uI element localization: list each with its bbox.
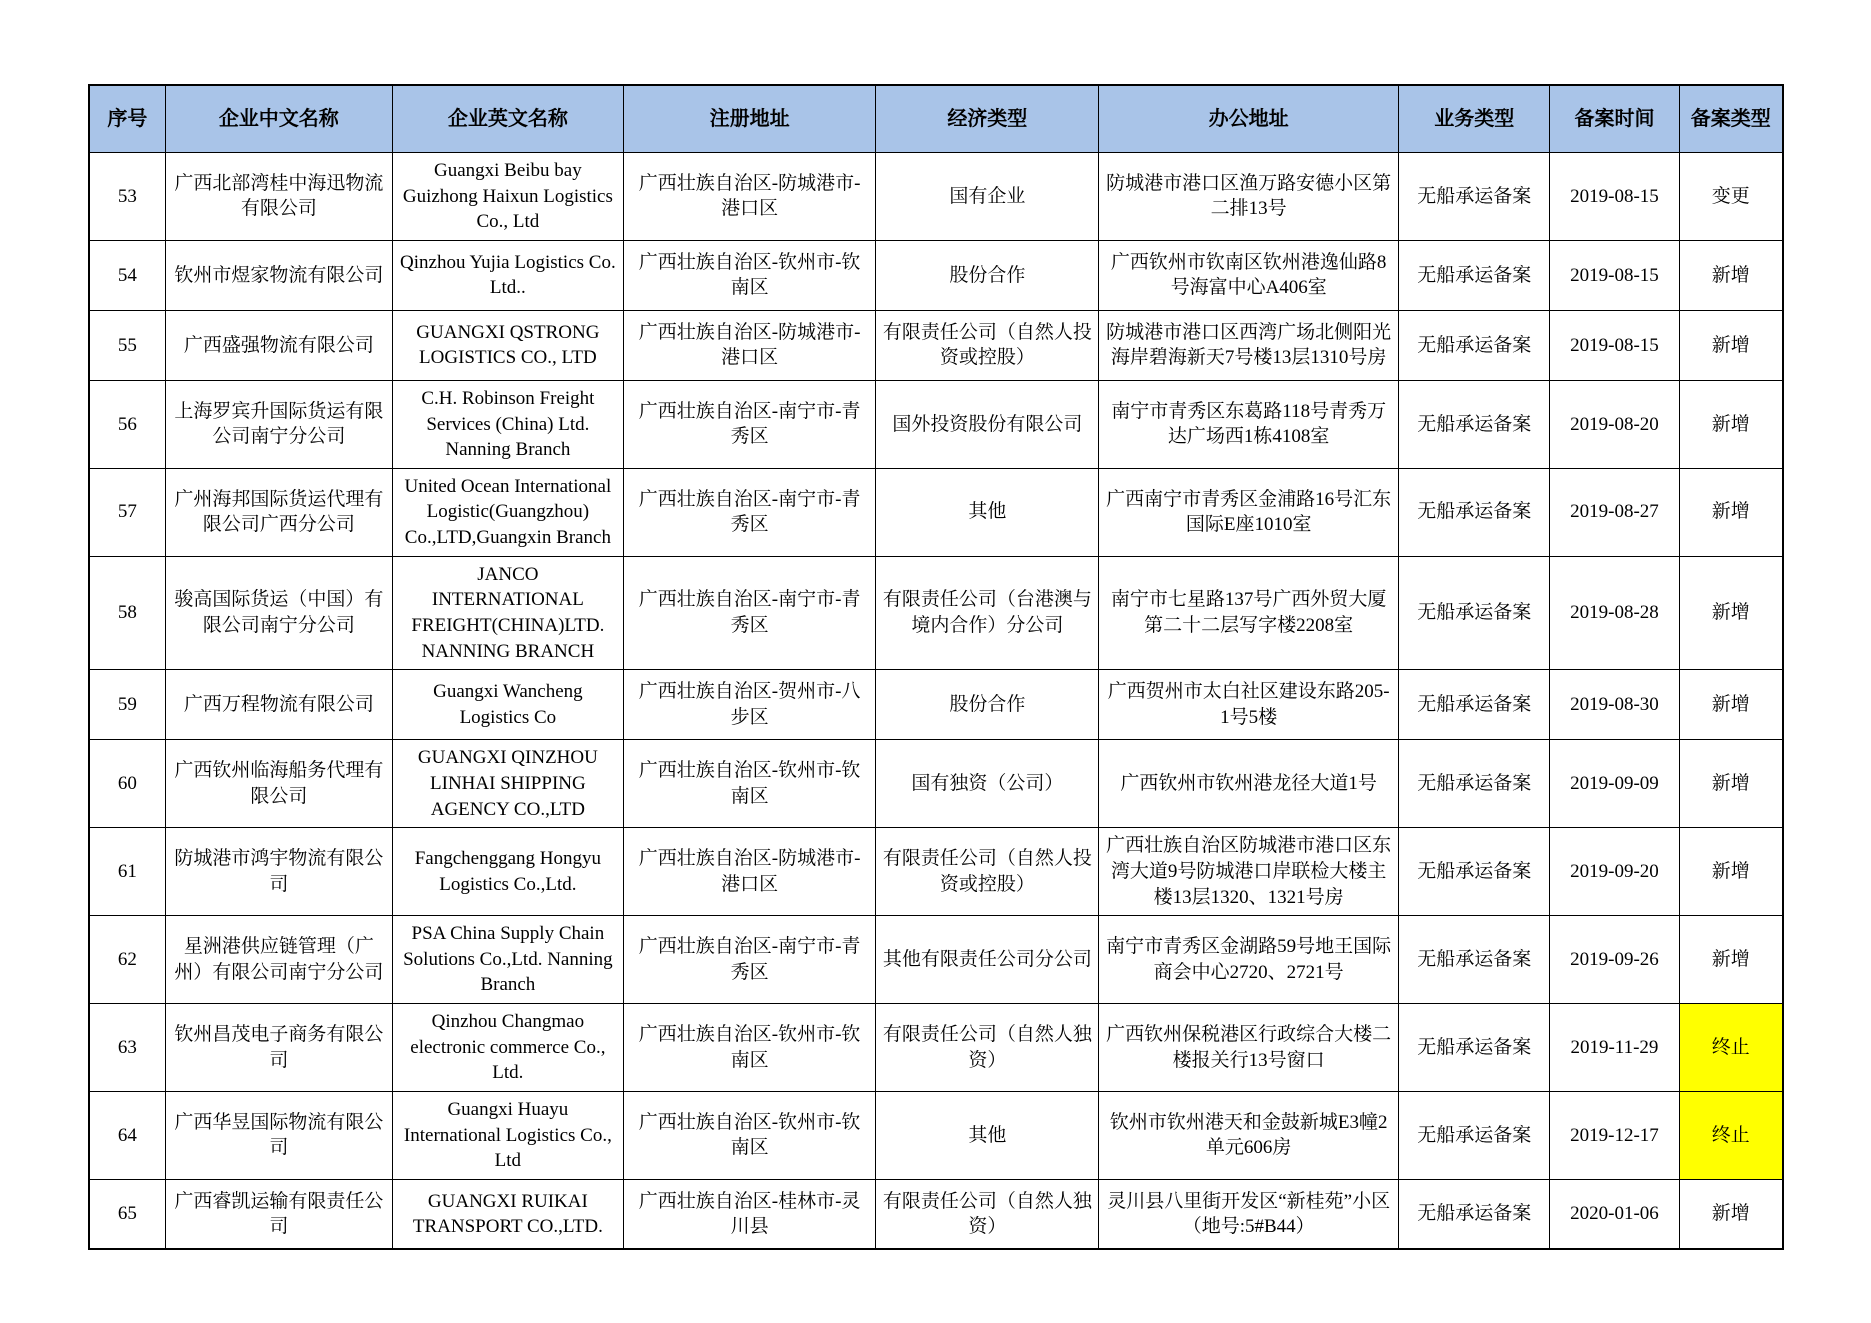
cell-office-address: 广西钦州市钦南区钦州港逸仙路8号海富中心A406室 [1099,240,1399,310]
table-header-row [89,85,1783,153]
cell-en-name: GUANGXI QINZHOU LINHAI SHIPPING AGENCY CO.,LTD [392,740,623,828]
cell-reg-address: 广西壮族自治区-南宁市-青秀区 [623,468,876,556]
cell-en-name: United Ocean International Logistic(Guangzhou) Co.,LTD,Guangxin Branch [392,468,623,556]
cell-economic-type: 有限责任公司（自然人独资） [876,1004,1099,1092]
cell-record-type: 终止 [1679,1004,1783,1092]
cell-index: 55 [89,310,165,380]
cell-economic-type: 国有企业 [876,153,1099,241]
cell-economic-type: 国有独资（公司） [876,740,1099,828]
cell-reg-address: 广西壮族自治区-贺州市-八步区 [623,670,876,740]
column-header-reg-address: 注册地址 [623,85,876,153]
cell-en-name: C.H. Robinson Freight Services (China) Ltd. Nanning Branch [392,380,623,468]
cell-cn-name: 广西万程物流有限公司 [165,670,392,740]
cell-index: 57 [89,468,165,556]
cell-record-date: 2019-08-28 [1550,556,1679,670]
cell-record-type: 新增 [1679,916,1783,1004]
cell-cn-name: 广西盛强物流有限公司 [165,310,392,380]
cell-record-date: 2019-08-27 [1550,468,1679,556]
cell-economic-type: 其他 [876,1092,1099,1180]
cell-business-type: 无船承运备案 [1399,380,1550,468]
cell-record-type: 新增 [1679,670,1783,740]
cell-en-name: Fangchenggang Hongyu Logistics Co.,Ltd. [392,828,623,916]
cell-cn-name: 广西睿凯运输有限责任公司 [165,1179,392,1249]
cell-index: 56 [89,380,165,468]
cell-en-name: Guangxi Huayu International Logistics Co., Ltd [392,1092,623,1180]
cell-business-type: 无船承运备案 [1399,310,1550,380]
cell-cn-name: 上海罗宾升国际货运有限公司南宁分公司 [165,380,392,468]
cell-en-name: Guangxi Beibu bay Guizhong Haixun Logistics Co., Ltd [392,153,623,241]
cell-record-type: 新增 [1679,740,1783,828]
cell-record-date: 2019-09-26 [1550,916,1679,1004]
cell-office-address: 南宁市青秀区东葛路118号青秀万达广场西1栋4108室 [1099,380,1399,468]
cell-record-type: 新增 [1679,828,1783,916]
cell-record-type: 新增 [1679,556,1783,670]
cell-business-type: 无船承运备案 [1399,670,1550,740]
table-row [89,1092,1783,1180]
table-row [89,310,1783,380]
cell-index: 64 [89,1092,165,1180]
cell-en-name: Qinzhou Yujia Logistics Co. Ltd.. [392,240,623,310]
cell-record-type: 新增 [1679,380,1783,468]
cell-reg-address: 广西壮族自治区-南宁市-青秀区 [623,380,876,468]
cell-office-address: 钦州市钦州港天和金鼓新城E3幢2单元606房 [1099,1092,1399,1180]
nvocc-registry-table [88,84,1784,1250]
table-row [89,1179,1783,1249]
cell-cn-name: 防城港市鸿宇物流有限公司 [165,828,392,916]
cell-economic-type: 有限责任公司（自然人独资） [876,1179,1099,1249]
cell-record-type: 变更 [1679,153,1783,241]
cell-office-address: 广西壮族自治区防城港市港口区东湾大道9号防城港口岸联检大楼主楼13层1320、1321号房 [1099,828,1399,916]
cell-office-address: 防城港市港口区西湾广场北侧阳光海岸碧海新天7号楼13层1310号房 [1099,310,1399,380]
cell-index: 60 [89,740,165,828]
table-row [89,556,1783,670]
cell-reg-address: 广西壮族自治区-防城港市-港口区 [623,153,876,241]
cell-economic-type: 有限责任公司（自然人投资或控股） [876,310,1099,380]
cell-cn-name: 广西北部湾桂中海迅物流有限公司 [165,153,392,241]
cell-en-name: PSA China Supply Chain Solutions Co.,Ltd. Nanning Branch [392,916,623,1004]
cell-record-date: 2019-11-29 [1550,1004,1679,1092]
cell-record-date: 2019-08-15 [1550,240,1679,310]
cell-cn-name: 广西华昱国际物流有限公司 [165,1092,392,1180]
cell-index: 65 [89,1179,165,1249]
table-row [89,1004,1783,1092]
cell-cn-name: 钦州市煜家物流有限公司 [165,240,392,310]
table-row [89,670,1783,740]
cell-index: 58 [89,556,165,670]
cell-reg-address: 广西壮族自治区-钦州市-钦南区 [623,1004,876,1092]
cell-cn-name: 骏高国际货运（中国）有限公司南宁分公司 [165,556,392,670]
cell-index: 54 [89,240,165,310]
cell-business-type: 无船承运备案 [1399,1179,1550,1249]
column-header-index: 序号 [89,85,165,153]
cell-index: 59 [89,670,165,740]
cell-office-address: 广西贺州市太白社区建设东路205-1号5楼 [1099,670,1399,740]
cell-office-address: 广西南宁市青秀区金浦路16号汇东国际E座1010室 [1099,468,1399,556]
cell-cn-name: 钦州昌茂电子商务有限公司 [165,1004,392,1092]
cell-record-date: 2019-08-30 [1550,670,1679,740]
cell-reg-address: 广西壮族自治区-桂林市-灵川县 [623,1179,876,1249]
table-row [89,740,1783,828]
cell-cn-name: 广州海邦国际货运代理有限公司广西分公司 [165,468,392,556]
cell-en-name: Qinzhou Changmao electronic commerce Co., Ltd. [392,1004,623,1092]
cell-business-type: 无船承运备案 [1399,1004,1550,1092]
table-row [89,916,1783,1004]
cell-en-name: GUANGXI QSTRONG LOGISTICS CO., LTD [392,310,623,380]
cell-business-type: 无船承运备案 [1399,153,1550,241]
cell-office-address: 广西钦州保税港区行政综合大楼二楼报关行13号窗口 [1099,1004,1399,1092]
cell-reg-address: 广西壮族自治区-钦州市-钦南区 [623,1092,876,1180]
cell-reg-address: 广西壮族自治区-防城港市-港口区 [623,310,876,380]
column-header-office-address: 办公地址 [1099,85,1399,153]
cell-record-date: 2019-09-20 [1550,828,1679,916]
cell-index: 61 [89,828,165,916]
cell-reg-address: 广西壮族自治区-南宁市-青秀区 [623,916,876,1004]
table-header [89,85,1783,153]
table-row [89,153,1783,241]
cell-business-type: 无船承运备案 [1399,240,1550,310]
table-body [89,153,1783,1250]
cell-office-address: 广西钦州市钦州港龙径大道1号 [1099,740,1399,828]
cell-reg-address: 广西壮族自治区-南宁市-青秀区 [623,556,876,670]
table-row [89,468,1783,556]
column-header-economic-type: 经济类型 [876,85,1099,153]
cell-business-type: 无船承运备案 [1399,828,1550,916]
cell-office-address: 南宁市七星路137号广西外贸大厦第二十二层写字楼2208室 [1099,556,1399,670]
cell-reg-address: 广西壮族自治区-钦州市-钦南区 [623,240,876,310]
cell-record-type: 新增 [1679,468,1783,556]
table-row [89,240,1783,310]
cell-office-address: 灵川县八里街开发区“新桂苑”小区（地号:5#B44） [1099,1179,1399,1249]
cell-business-type: 无船承运备案 [1399,468,1550,556]
cell-business-type: 无船承运备案 [1399,556,1550,670]
column-header-cn-name: 企业中文名称 [165,85,392,153]
table-row [89,380,1783,468]
cell-record-date: 2019-08-15 [1550,153,1679,241]
cell-record-type: 新增 [1679,1179,1783,1249]
cell-record-date: 2020-01-06 [1550,1179,1679,1249]
cell-cn-name: 广西钦州临海船务代理有限公司 [165,740,392,828]
cell-index: 53 [89,153,165,241]
column-header-business-type: 业务类型 [1399,85,1550,153]
column-header-record-date: 备案时间 [1550,85,1679,153]
cell-record-date: 2019-08-20 [1550,380,1679,468]
cell-economic-type: 国外投资股份有限公司 [876,380,1099,468]
column-header-en-name: 企业英文名称 [392,85,623,153]
cell-economic-type: 其他有限责任公司分公司 [876,916,1099,1004]
cell-record-type: 新增 [1679,310,1783,380]
column-header-record-type: 备案类型 [1679,85,1783,153]
cell-en-name: JANCO INTERNATIONAL FREIGHT(CHINA)LTD. NANNING BRANCH [392,556,623,670]
cell-record-type: 新增 [1679,240,1783,310]
cell-business-type: 无船承运备案 [1399,1092,1550,1180]
cell-record-date: 2019-09-09 [1550,740,1679,828]
cell-economic-type: 股份合作 [876,670,1099,740]
cell-cn-name: 星洲港供应链管理（广州）有限公司南宁分公司 [165,916,392,1004]
cell-index: 62 [89,916,165,1004]
cell-economic-type: 有限责任公司（台港澳与境内合作）分公司 [876,556,1099,670]
cell-reg-address: 广西壮族自治区-钦州市-钦南区 [623,740,876,828]
cell-economic-type: 有限责任公司（自然人投资或控股） [876,828,1099,916]
cell-economic-type: 其他 [876,468,1099,556]
cell-office-address: 南宁市青秀区金湖路59号地王国际商会中心2720、2721号 [1099,916,1399,1004]
cell-business-type: 无船承运备案 [1399,740,1550,828]
cell-en-name: Guangxi Wancheng Logistics Co [392,670,623,740]
cell-record-type: 终止 [1679,1092,1783,1180]
cell-business-type: 无船承运备案 [1399,916,1550,1004]
cell-index: 63 [89,1004,165,1092]
cell-en-name: GUANGXI RUIKAI TRANSPORT CO.,LTD. [392,1179,623,1249]
cell-office-address: 防城港市港口区渔万路安德小区第二排13号 [1099,153,1399,241]
cell-economic-type: 股份合作 [876,240,1099,310]
cell-record-date: 2019-08-15 [1550,310,1679,380]
cell-reg-address: 广西壮族自治区-防城港市-港口区 [623,828,876,916]
table-row [89,828,1783,916]
cell-record-date: 2019-12-17 [1550,1092,1679,1180]
